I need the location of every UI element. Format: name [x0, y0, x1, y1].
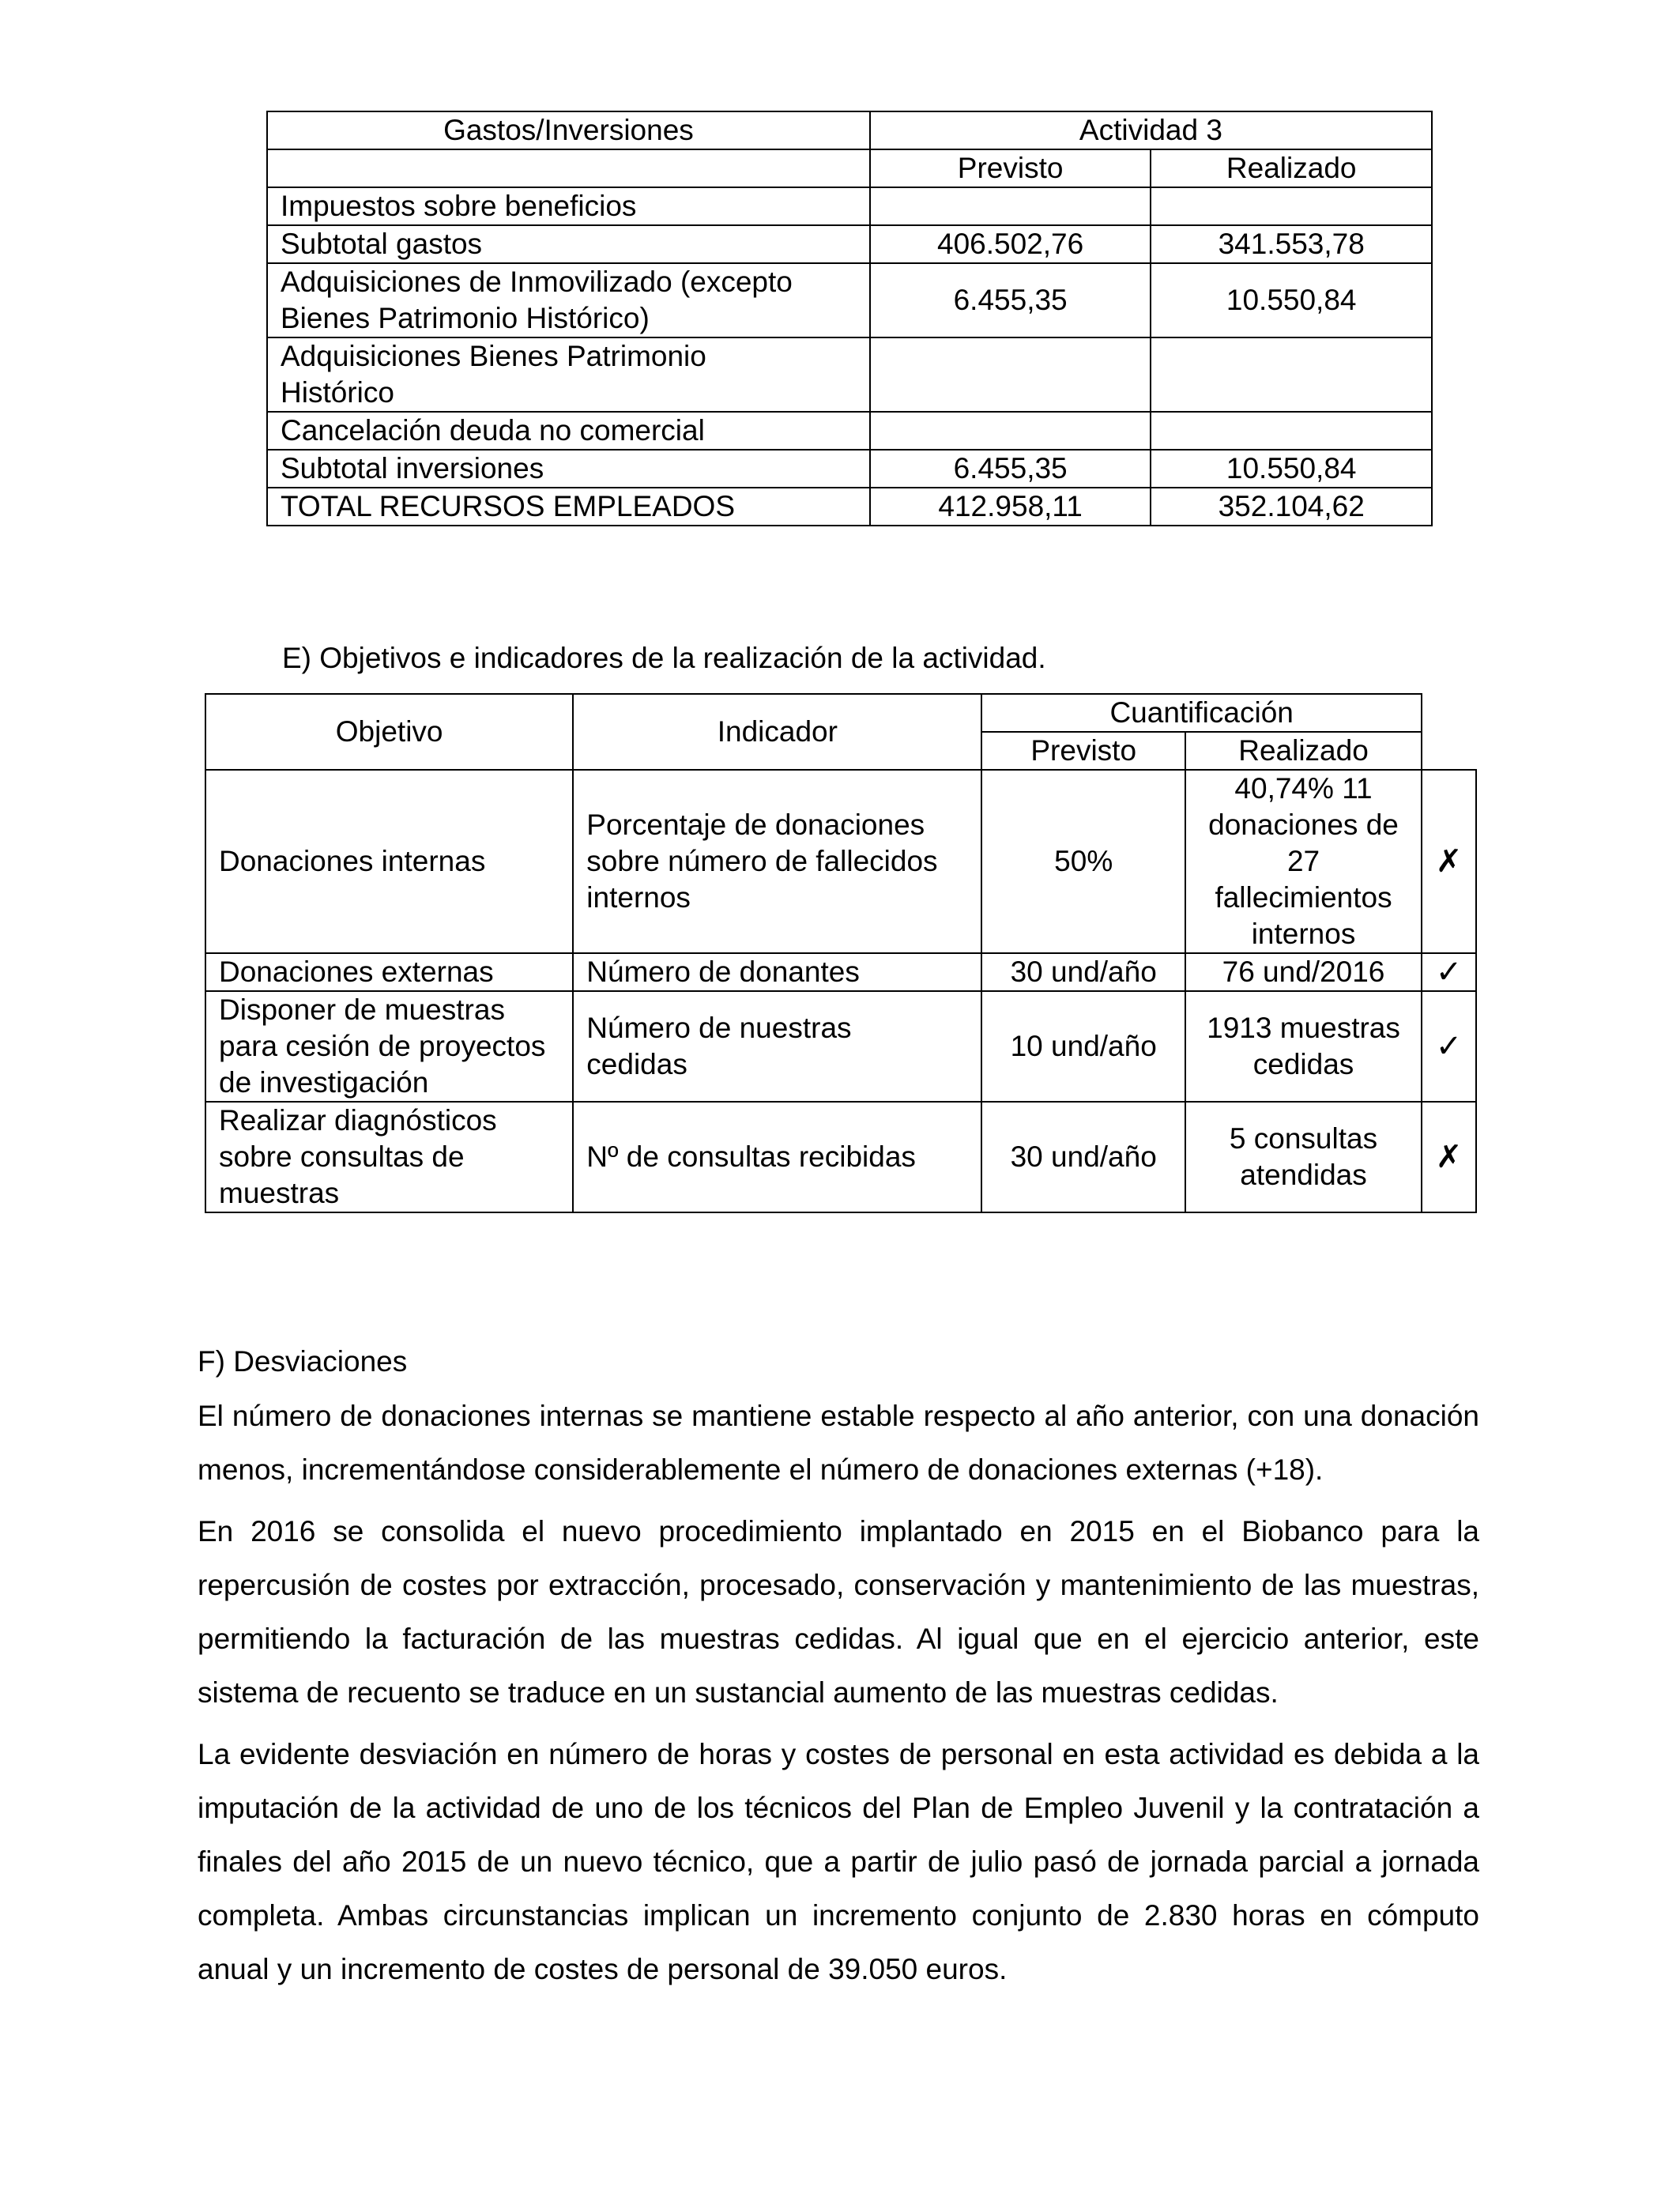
header-realizado: Realizado: [1151, 149, 1432, 187]
row-indicador: Porcentaje de donaciones sobre número de fallecidos internos: [573, 770, 981, 953]
row-realizado: 10.550,84: [1151, 450, 1432, 488]
row-previsto: 6.455,35: [870, 263, 1151, 337]
table-total-row: [267, 488, 1432, 526]
row-previsto: 30 und/año: [981, 953, 1185, 991]
table-row: [267, 263, 1432, 337]
table-row: [267, 337, 1432, 412]
row-label: Adquisiciones Bienes Patrimonio Histórico: [267, 337, 870, 412]
table-row: [205, 770, 1476, 953]
table-row: [267, 412, 1432, 450]
row-realizado: 1913 muestras cedidas: [1185, 991, 1422, 1102]
row-previsto: 10 und/año: [981, 991, 1185, 1102]
row-label: Adquisiciones de Inmovilizado (excepto Bienes Patrimonio Histórico): [267, 263, 870, 337]
section-f-title: F) Desviaciones: [198, 1345, 408, 1378]
header-previsto: Previsto: [870, 149, 1151, 187]
header-empty: [267, 149, 870, 187]
row-realizado: 5 consultas atendidas: [1185, 1102, 1422, 1212]
row-realizado: 341.553,78: [1151, 225, 1432, 263]
header-cuantificacion: Cuantificación: [981, 694, 1422, 732]
table-row: [205, 991, 1476, 1102]
section-f: [198, 1344, 1479, 2004]
header-realizado: Realizado: [1185, 732, 1422, 770]
header-blank: [1422, 694, 1476, 732]
row-objetivo: Realizar diagnósticos sobre consultas de muestras: [205, 1102, 573, 1212]
row-previsto: 6.455,35: [870, 450, 1151, 488]
check-icon: ✓: [1422, 991, 1476, 1102]
table-row: [267, 450, 1432, 488]
row-previsto: 30 und/año: [981, 1102, 1185, 1212]
row-realizado: [1151, 412, 1432, 450]
row-previsto: 406.502,76: [870, 225, 1151, 263]
cross-icon: ✗: [1422, 1102, 1476, 1212]
table-row: [267, 187, 1432, 225]
row-previsto: 412.958,11: [870, 488, 1151, 526]
table-header-row: [205, 694, 1476, 732]
row-previsto: [870, 412, 1151, 450]
row-indicador: Número de nuestras cedidas: [573, 991, 981, 1102]
header-gastos-inversiones: Gastos/Inversiones: [267, 111, 870, 149]
paragraph: El número de donaciones internas se mantiene estable respecto al año anterior, con una donación menos, incrementándose considerablemente el número de donaciones externas (+18).: [198, 1400, 1479, 1486]
row-label: Subtotal inversiones: [267, 450, 870, 488]
row-objetivo: Disponer de muestras para cesión de proyectos de investigación: [205, 991, 573, 1102]
table-row: [205, 953, 1476, 991]
paragraph: La evidente desviación en número de horas y costes de personal en esta actividad es debida a la imputación de la actividad de uno de los técnicos del Plan de Empleo Juvenil y la contratación a finales del año 2015 de un nuevo técnico, que a partir de julio pasó de jornada parcial a jornada completa. Ambas circunstancias implican un incremento conjunto de 2.830 horas en cómputo anual y un incremento de costes de personal de 39.050 euros.: [198, 1738, 1479, 1985]
row-realizado: [1151, 187, 1432, 225]
row-objetivo: Donaciones internas: [205, 770, 573, 953]
paragraph: En 2016 se consolida el nuevo procedimiento implantado en 2015 en el Biobanco para la repercusión de costes por extracción, procesado, conservación y mantenimiento de las muestras, permitiendo la facturación de las muestras cedidas. Al igual que en el ejercicio anterior, este sistema de recuento se traduce en un sustancial aumento de las muestras cedidas.: [198, 1515, 1479, 1709]
table-row: [205, 1102, 1476, 1212]
row-previsto: [870, 187, 1151, 225]
row-label: Subtotal gastos: [267, 225, 870, 263]
row-realizado: [1151, 337, 1432, 412]
row-objetivo: Donaciones externas: [205, 953, 573, 991]
row-previsto: 50%: [981, 770, 1185, 953]
table-header-row: [267, 111, 1432, 149]
row-label: Cancelación deuda no comercial: [267, 412, 870, 450]
table-subheader-row: [267, 149, 1432, 187]
header-indicador: Indicador: [573, 694, 981, 770]
table-row: [267, 225, 1432, 263]
resources-table: [266, 111, 1433, 526]
section-e-title: E) Objetivos e indicadores de la realización de la actividad.: [282, 642, 1046, 674]
header-previsto: Previsto: [981, 732, 1185, 770]
row-realizado: 40,74% 11 donaciones de 27 fallecimientos internos: [1185, 770, 1422, 953]
row-label: Impuestos sobre beneficios: [267, 187, 870, 225]
row-realizado: 76 und/2016: [1185, 953, 1422, 991]
header-objetivo: Objetivo: [205, 694, 573, 770]
row-realizado: 10.550,84: [1151, 263, 1432, 337]
objectives-table: [205, 693, 1477, 1213]
row-previsto: [870, 337, 1151, 412]
check-icon: ✓: [1422, 953, 1476, 991]
row-label: TOTAL RECURSOS EMPLEADOS: [267, 488, 870, 526]
header-actividad: Actividad 3: [870, 111, 1432, 149]
row-realizado: 352.104,62: [1151, 488, 1432, 526]
header-blank: [1422, 732, 1476, 770]
row-indicador: Nº de consultas recibidas: [573, 1102, 981, 1212]
cross-icon: ✗: [1422, 770, 1476, 953]
row-indicador: Número de donantes: [573, 953, 981, 991]
